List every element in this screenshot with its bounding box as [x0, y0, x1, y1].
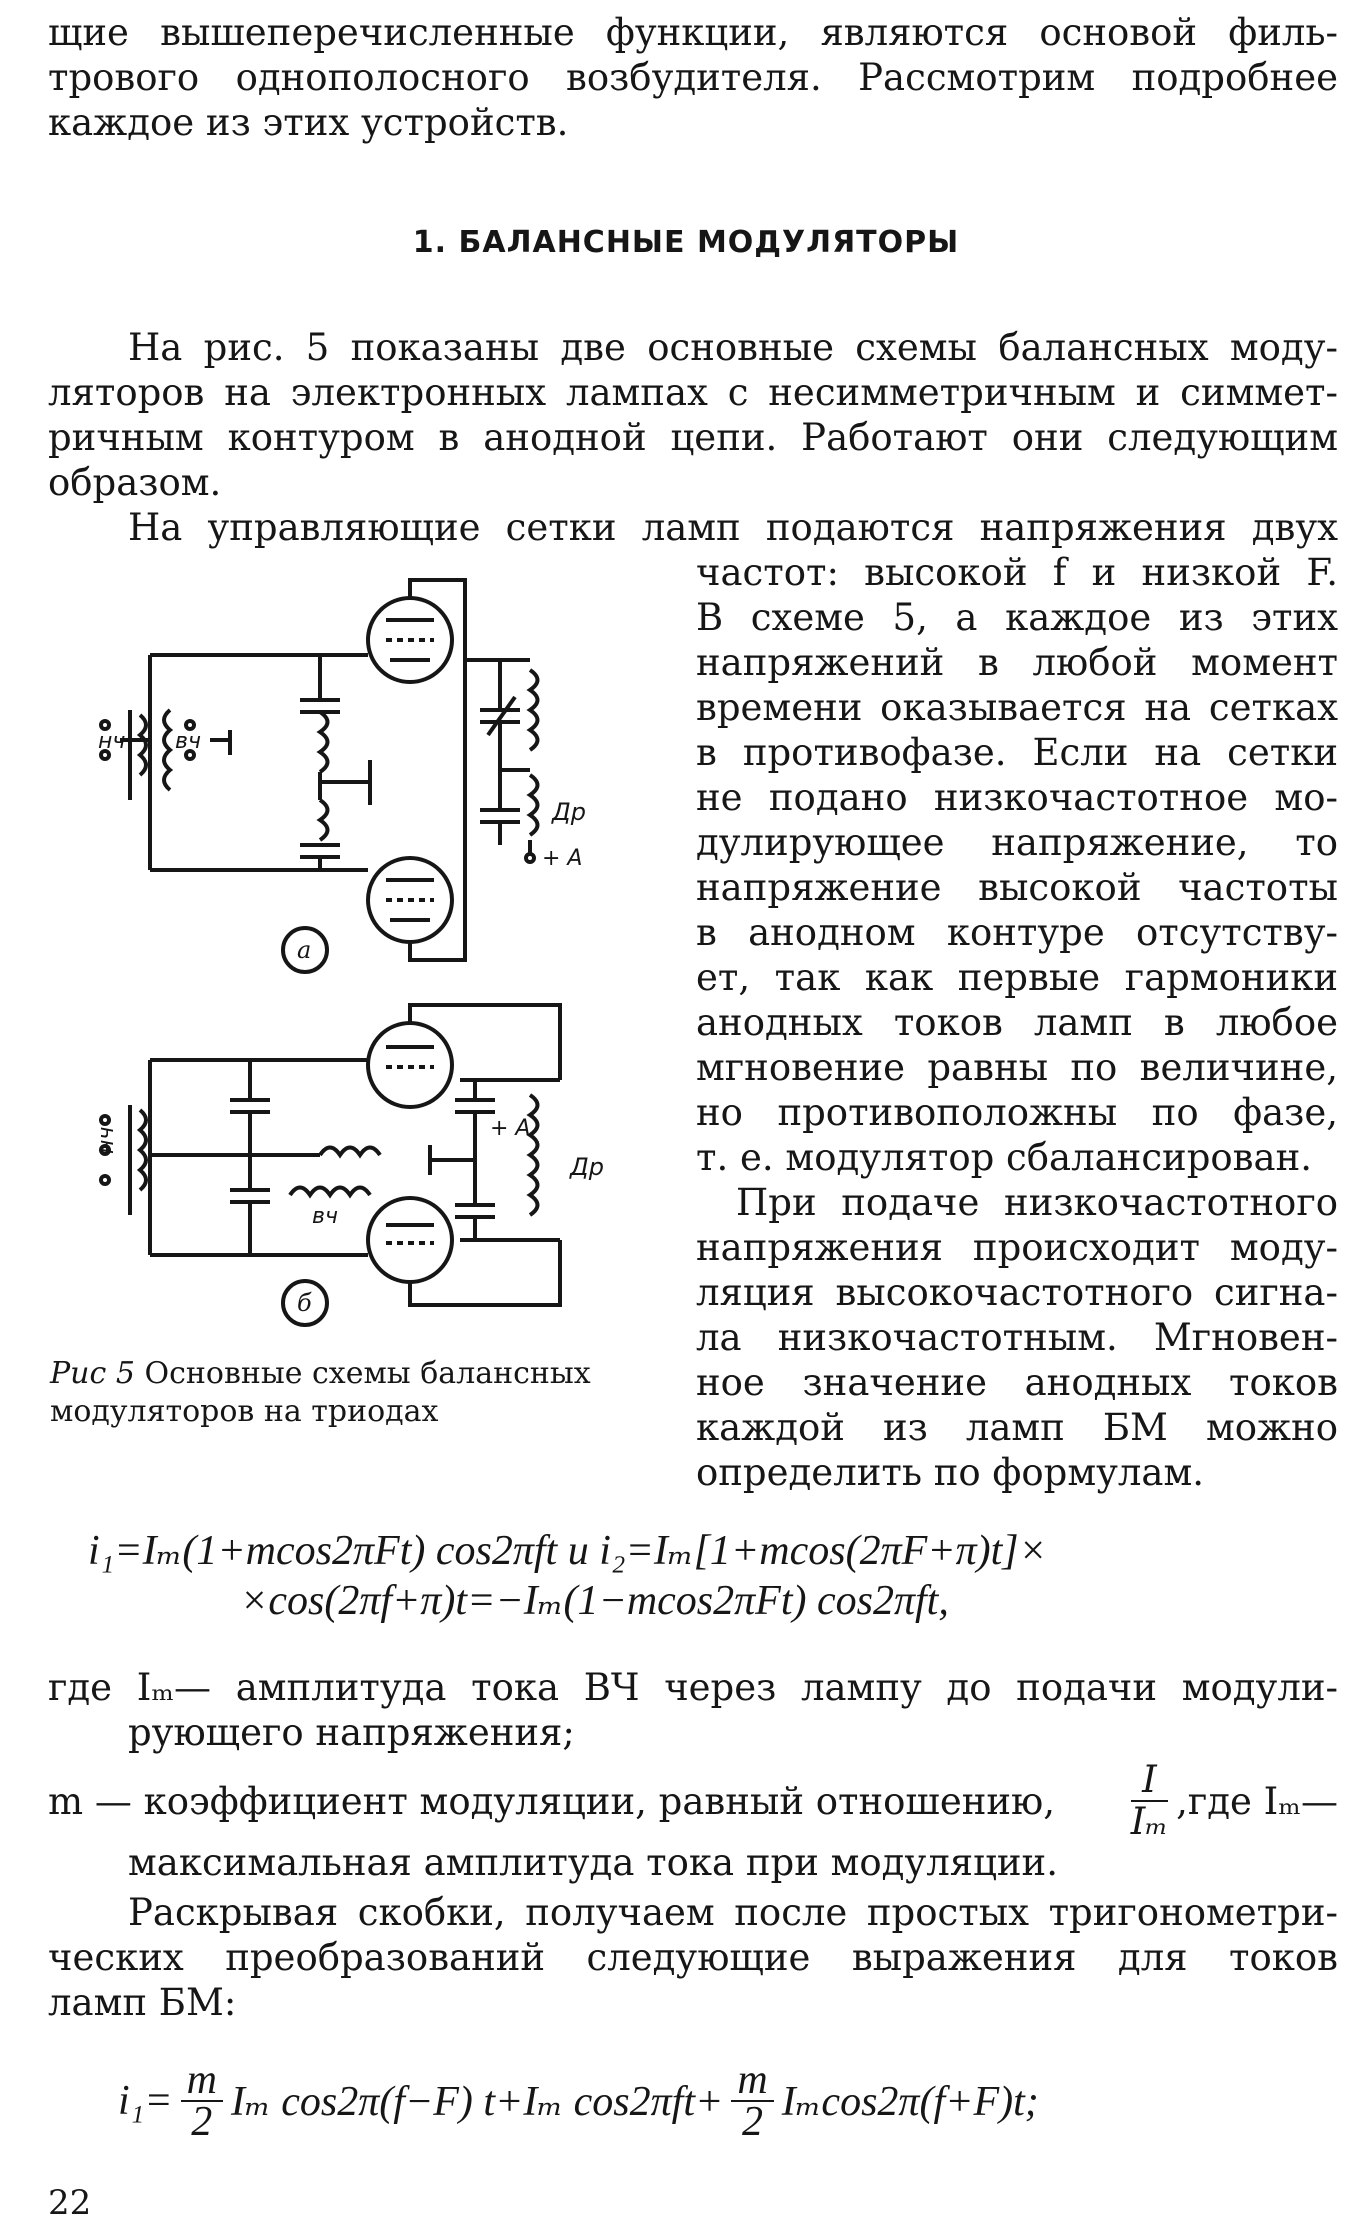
m-prefix: m — коэффициент модуляции, равный отношению, — [48, 1779, 1056, 1823]
fraction-numerator: m — [731, 2060, 773, 2102]
nch-label-a: нч — [98, 729, 126, 754]
nch-label-b: нч — [94, 1126, 119, 1154]
fraction-denominator: 2 — [191, 2099, 213, 2145]
caption-line-2: модуляторов на триодах — [50, 1394, 439, 1429]
text-line: т. е. модулятор сбалансирован. — [696, 1136, 1312, 1179]
text-line: напряжений в любой момент — [696, 641, 1338, 684]
text-line: В схеме 5, а каждое из этих — [696, 596, 1338, 639]
text-line: напряжение высокой частоты — [696, 866, 1338, 909]
dr-label-a: Др — [552, 798, 586, 826]
intro-line-1: щие вышеперечисленные функции, являются основой филь- — [48, 11, 1338, 54]
caption-line-1: Основные схемы балансных — [144, 1356, 591, 1391]
text-line: в анодном контуре отсутству- — [696, 911, 1338, 954]
formula-2 — [118, 2057, 1039, 2145]
formula-2-part-2: Iₘcos2π(f+F)t; — [781, 2079, 1039, 2125]
tube-lower — [368, 1198, 452, 1282]
text-line: анодных токов ламп в любое — [696, 1001, 1338, 1044]
where-line-1: где Iₘ— амплитуда тока ВЧ через лампу до подачи модули- — [48, 1666, 1338, 1709]
m-line-2: максимальная амплитуда тока при модуляции. — [128, 1841, 1058, 1884]
text-line: мгновение равны по величине, — [696, 1046, 1338, 1089]
para2-first-line: На управляющие сетки ламп подаются напряжения двух — [128, 506, 1338, 549]
formula-2-fraction-1 — [181, 2057, 223, 2145]
m-suffix: ,где Iₘ— — [1176, 1779, 1338, 1823]
formula-2-fraction-2 — [731, 2057, 773, 2145]
text-line: ляция высокочастотного сигна- — [696, 1271, 1338, 1314]
modulation-fraction — [1131, 1760, 1168, 1842]
para1-line-3: ричным контуром в анодной цепи. Работают они следующим — [48, 416, 1338, 459]
fraction-denominator: Iₘ — [1130, 1800, 1169, 1843]
formula-2-lhs: i₁= — [118, 2078, 173, 2124]
para1-line-2: ляторов на электронных лампах с несимметричным и симмет- — [48, 371, 1338, 414]
plus-a-label-a: + А — [542, 846, 583, 871]
figure-label-b: б — [297, 1289, 312, 1317]
text-line: ное значение анодных токов — [696, 1361, 1338, 1404]
m-definition — [48, 1760, 1338, 1842]
text-line: определить по формулам. — [696, 1451, 1205, 1494]
text-line: При подаче низкочастотного — [736, 1181, 1338, 1224]
para1-line-4: образом. — [48, 461, 222, 504]
fraction-denominator: 2 — [742, 2099, 764, 2145]
formula-2-part-1: Iₘ cos2π(f−F) t+Iₘ cos2πft+ — [230, 2079, 724, 2125]
text-line: каждой из ламп БМ можно — [696, 1406, 1338, 1449]
figure-caption — [50, 1355, 660, 1431]
fraction-numerator: m — [181, 2060, 223, 2102]
intro-line-3: каждое из этих устройств. — [48, 101, 569, 144]
dr-label-b: Др — [570, 1153, 604, 1181]
page-number: 22 — [48, 2183, 92, 2223]
vch-label-b: вч — [312, 1204, 338, 1229]
text-line: времени оказывается на сетках — [696, 686, 1338, 729]
where-line-2: рующего напряжения; — [128, 1711, 575, 1754]
para3-line-3: ламп БМ: — [48, 1981, 237, 2024]
para3-line-2: ческих преобразований следующие выражения для токов — [48, 1936, 1338, 1979]
text-line: ла низкочастотным. Мгновен- — [696, 1316, 1338, 1359]
plus-a-label-b: + А — [490, 1116, 531, 1141]
text-line: ет, так как первые гармоники — [696, 956, 1338, 999]
right-column-text — [696, 550, 1338, 1495]
text-line: но противоположны по фазе, — [696, 1091, 1338, 1134]
fraction-numerator: I — [1131, 1760, 1168, 1802]
para1-line-1: На рис. 5 показаны две основные схемы балансных моду- — [128, 326, 1338, 369]
formula-1-line-1: i₁=Iₘ(1+mcos2πFt) cos2πft и i₂=Iₘ[1+mcos(2πF+π)t]× — [88, 1528, 1047, 1574]
caption-prefix: Рис 5 — [50, 1356, 135, 1391]
vch-label-a: вч — [175, 729, 201, 754]
circuit-diagram-b — [90, 985, 680, 1335]
text-line: частот: высокой f и низкой F. — [696, 551, 1338, 594]
figure-label-a: а — [297, 936, 312, 964]
text-line: в противофазе. Если на сетки — [696, 731, 1338, 774]
intro-line-2: трового однополосного возбудителя. Рассмотрим подробнее — [48, 56, 1338, 99]
circuit-diagram-a — [90, 560, 680, 980]
formula-1-line-2: ×cos(2πf+π)t=−Iₘ(1−mcos2πFt) cos2πft, — [240, 1578, 949, 1624]
section-title: 1. БАЛАНСНЫЕ МОДУЛЯТОРЫ — [412, 225, 960, 260]
para3-line-1: Раскрывая скобки, получаем после простых тригонометри- — [128, 1891, 1338, 1934]
text-line: не подано низкочастотное мо- — [696, 776, 1338, 819]
text-line: напряжения происходит моду- — [696, 1226, 1338, 1269]
text-line: дулирующее напряжение, то — [696, 821, 1338, 864]
